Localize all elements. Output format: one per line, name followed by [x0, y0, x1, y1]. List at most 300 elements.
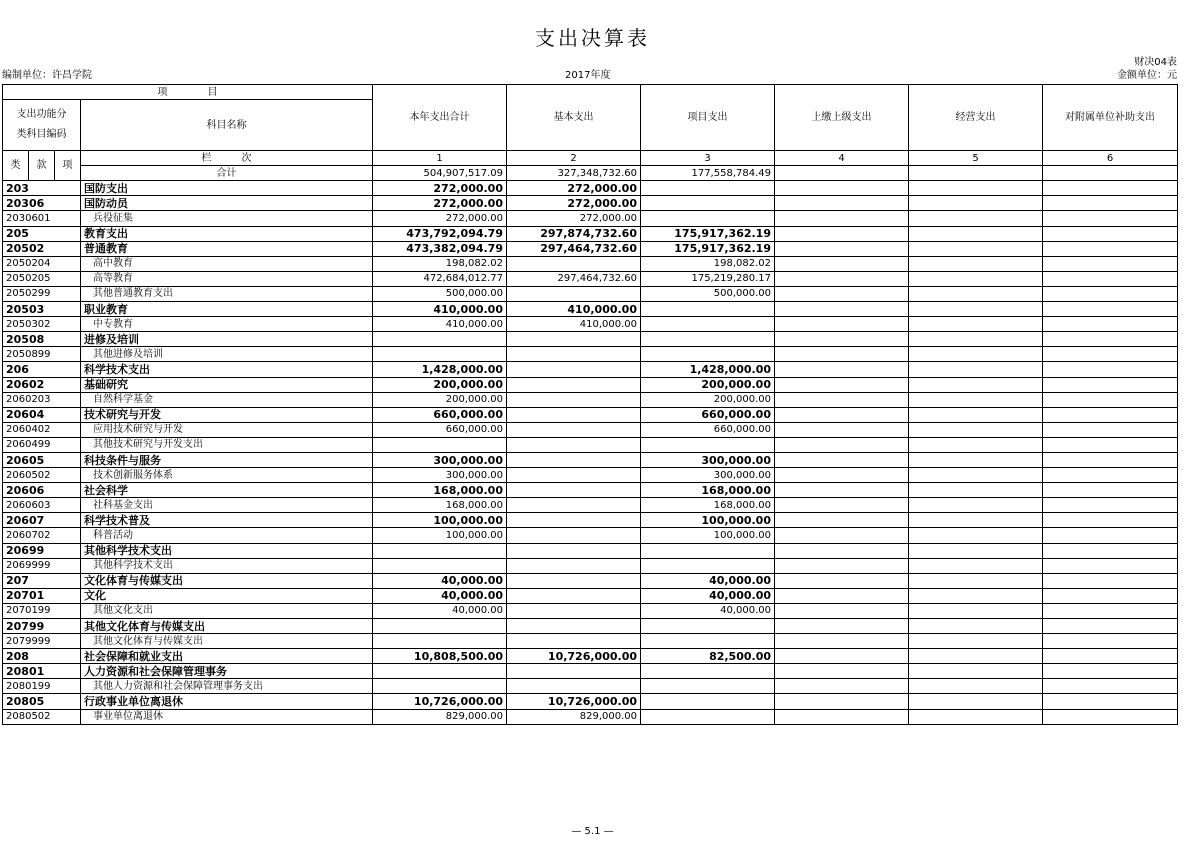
table-row: [3, 196, 1178, 211]
table-row: [3, 543, 1178, 558]
row-value: [507, 362, 641, 377]
row-value: [1043, 588, 1178, 603]
row-value: [1043, 196, 1178, 211]
row-value: [507, 603, 641, 618]
row-value: [775, 196, 909, 211]
row-name: 应用技术研究与开发: [81, 422, 373, 437]
row-value: 660,000.00: [641, 422, 775, 437]
row-code: 203: [3, 181, 81, 196]
column-number: 6: [1043, 151, 1178, 166]
row-value: 410,000.00: [373, 302, 507, 317]
row-name: 其他科学技术支出: [81, 543, 373, 558]
row-name: 其他文化体育与传媒支出: [81, 619, 373, 634]
row-value: 473,792,094.79: [373, 226, 507, 241]
table-row: [3, 679, 1178, 694]
row-value: [909, 694, 1043, 709]
row-value: [1043, 573, 1178, 588]
row-value: [909, 634, 1043, 649]
row-value: [775, 271, 909, 286]
row-value: [775, 679, 909, 694]
table-row: [3, 573, 1178, 588]
row-value: [641, 543, 775, 558]
row-value: [507, 543, 641, 558]
row-value: [909, 181, 1043, 196]
row-value: [909, 362, 1043, 377]
row-name: 基础研究: [81, 377, 373, 392]
row-value: [641, 347, 775, 362]
row-value: [909, 468, 1043, 483]
row-value: [775, 407, 909, 422]
row-value: [775, 392, 909, 407]
table-row: [3, 302, 1178, 317]
table-row: [3, 634, 1178, 649]
row-value: [909, 226, 1043, 241]
row-value: [507, 513, 641, 528]
row-value: [641, 634, 775, 649]
row-value: [1043, 513, 1178, 528]
reporting-unit: 编制单位：许昌学院: [2, 70, 92, 81]
row-value: 660,000.00: [373, 407, 507, 422]
row-value: 200,000.00: [641, 392, 775, 407]
row-value: [775, 619, 909, 634]
row-value: [775, 709, 909, 724]
table-row: [3, 362, 1178, 377]
row-value: [373, 634, 507, 649]
row-value: [909, 558, 1043, 573]
row-value: 272,000.00: [373, 196, 507, 211]
row-value: [1043, 603, 1178, 618]
row-value: [1043, 211, 1178, 226]
row-value: [1043, 407, 1178, 422]
row-value: [1043, 271, 1178, 286]
row-value: 660,000.00: [641, 407, 775, 422]
row-value: [909, 196, 1043, 211]
row-code: 2050299: [3, 286, 81, 301]
row-value: 473,382,094.79: [373, 241, 507, 256]
row-value: 297,464,732.60: [507, 241, 641, 256]
row-value: [641, 317, 775, 332]
table-row: [3, 241, 1178, 256]
row-value: [775, 558, 909, 573]
table-row: [3, 513, 1178, 528]
row-value: [1043, 528, 1178, 543]
row-value: [507, 377, 641, 392]
row-value: [775, 211, 909, 226]
row-value: [507, 347, 641, 362]
column-number: 2: [507, 151, 641, 166]
table-row: [3, 664, 1178, 679]
row-code: 2050302: [3, 317, 81, 332]
row-value: [775, 528, 909, 543]
row-value: 100,000.00: [641, 528, 775, 543]
row-code: 2060702: [3, 528, 81, 543]
row-value: [1043, 422, 1178, 437]
row-code: 2079999: [3, 634, 81, 649]
table-row: [3, 377, 1178, 392]
meta-row: [2, 66, 1177, 80]
row-value: 198,082.02: [373, 256, 507, 271]
row-code: 2080199: [3, 679, 81, 694]
header-code-bottom: 类科目编码: [16, 129, 67, 141]
row-value: [909, 679, 1043, 694]
row-value: 200,000.00: [373, 377, 507, 392]
table-row: [3, 558, 1178, 573]
row-value: [775, 317, 909, 332]
row-value: 168,000.00: [373, 498, 507, 513]
table-row: [3, 392, 1178, 407]
total-value: 327,348,732.60: [507, 166, 641, 181]
row-name: 其他人力资源和社会保障管理事务支出: [81, 679, 373, 694]
row-value: [507, 573, 641, 588]
row-value: [507, 256, 641, 271]
row-value: [1043, 286, 1178, 301]
row-code: 20508: [3, 332, 81, 347]
row-code: 207: [3, 573, 81, 588]
row-code: 208: [3, 649, 81, 664]
column-header: 项目支出: [641, 85, 775, 151]
row-name: 自然科学基金: [81, 392, 373, 407]
row-value: 500,000.00: [641, 286, 775, 301]
row-value: [641, 664, 775, 679]
column-header: 本年支出合计: [373, 85, 507, 151]
header-name: 科目名称: [81, 100, 373, 151]
row-value: 40,000.00: [641, 573, 775, 588]
row-name: 国防动员: [81, 196, 373, 211]
row-value: [507, 422, 641, 437]
row-value: [775, 543, 909, 558]
table-row: [3, 709, 1178, 724]
row-value: [909, 483, 1043, 498]
header-row-1: [3, 85, 1178, 100]
row-value: 272,000.00: [507, 196, 641, 211]
row-value: [507, 679, 641, 694]
column-number: 1: [373, 151, 507, 166]
row-value: [775, 437, 909, 452]
row-value: [775, 241, 909, 256]
row-code: 2060499: [3, 437, 81, 452]
row-code: 2050205: [3, 271, 81, 286]
row-code: 2080502: [3, 709, 81, 724]
row-value: [909, 649, 1043, 664]
row-value: [507, 664, 641, 679]
row-value: 660,000.00: [373, 422, 507, 437]
row-value: [1043, 256, 1178, 271]
row-name: 高中教育: [81, 256, 373, 271]
row-value: [1043, 709, 1178, 724]
row-value: [1043, 543, 1178, 558]
row-code: 20503: [3, 302, 81, 317]
row-name: 科学技术普及: [81, 513, 373, 528]
column-header: 上缴上级支出: [775, 85, 909, 151]
row-value: [909, 422, 1043, 437]
row-value: 175,917,362.19: [641, 226, 775, 241]
row-value: [775, 302, 909, 317]
row-code: 2060203: [3, 392, 81, 407]
row-code: 20605: [3, 452, 81, 467]
row-value: [775, 588, 909, 603]
row-value: [641, 302, 775, 317]
row-value: [641, 181, 775, 196]
row-value: [775, 452, 909, 467]
row-value: 10,726,000.00: [507, 694, 641, 709]
row-value: 472,684,012.77: [373, 271, 507, 286]
row-code: 2050204: [3, 256, 81, 271]
row-code: 20607: [3, 513, 81, 528]
row-value: [507, 407, 641, 422]
row-value: 272,000.00: [507, 211, 641, 226]
row-value: [373, 437, 507, 452]
row-value: 410,000.00: [373, 317, 507, 332]
row-value: [1043, 634, 1178, 649]
row-value: [641, 437, 775, 452]
row-value: 300,000.00: [373, 468, 507, 483]
total-value: [909, 166, 1043, 181]
row-value: [1043, 317, 1178, 332]
row-value: [775, 483, 909, 498]
row-value: 198,082.02: [641, 256, 775, 271]
row-value: [507, 437, 641, 452]
table-row: [3, 483, 1178, 498]
row-value: 410,000.00: [507, 317, 641, 332]
row-value: 168,000.00: [641, 498, 775, 513]
row-code: 206: [3, 362, 81, 377]
table-row: [3, 347, 1178, 362]
row-code: 2060502: [3, 468, 81, 483]
row-name: 其他技术研究与开发支出: [81, 437, 373, 452]
row-value: 297,874,732.60: [507, 226, 641, 241]
row-name: 国防支出: [81, 181, 373, 196]
table-row: [3, 317, 1178, 332]
table-row: [3, 181, 1178, 196]
column-number: 3: [641, 151, 775, 166]
row-value: [775, 256, 909, 271]
row-value: [1043, 302, 1178, 317]
row-value: 272,000.00: [373, 211, 507, 226]
row-value: [641, 196, 775, 211]
table-row: [3, 619, 1178, 634]
row-value: [909, 498, 1043, 513]
row-value: 300,000.00: [373, 452, 507, 467]
row-value: [1043, 347, 1178, 362]
row-name: 科普活动: [81, 528, 373, 543]
table-row: [3, 528, 1178, 543]
fiscal-year: 2017年度: [565, 70, 611, 81]
row-name: 中专教育: [81, 317, 373, 332]
row-value: [1043, 498, 1178, 513]
row-name: 科技条件与服务: [81, 452, 373, 467]
row-code: 20602: [3, 377, 81, 392]
row-name: 其他文化体育与传媒支出: [81, 634, 373, 649]
row-value: 40,000.00: [373, 603, 507, 618]
row-value: [775, 181, 909, 196]
row-name: 其他进修及培训: [81, 347, 373, 362]
row-value: 297,464,732.60: [507, 271, 641, 286]
row-value: [1043, 649, 1178, 664]
row-code: 20306: [3, 196, 81, 211]
row-name: 普通教育: [81, 241, 373, 256]
row-name: 其他科学技术支出: [81, 558, 373, 573]
row-value: [1043, 619, 1178, 634]
table-row: [3, 452, 1178, 467]
row-value: [909, 407, 1043, 422]
table-row: [3, 407, 1178, 422]
row-value: [909, 317, 1043, 332]
row-value: [909, 619, 1043, 634]
row-value: [1043, 437, 1178, 452]
table-row: [3, 649, 1178, 664]
row-value: 40,000.00: [373, 588, 507, 603]
row-value: [507, 483, 641, 498]
row-value: [1043, 694, 1178, 709]
row-value: [775, 664, 909, 679]
row-value: [1043, 452, 1178, 467]
row-name: 行政事业单位离退休: [81, 694, 373, 709]
row-code: 20606: [3, 483, 81, 498]
row-code: 2060603: [3, 498, 81, 513]
row-value: 200,000.00: [373, 392, 507, 407]
row-name: 社会科学: [81, 483, 373, 498]
row-value: [909, 392, 1043, 407]
row-value: [641, 619, 775, 634]
row-name: 文化: [81, 588, 373, 603]
row-value: 272,000.00: [507, 181, 641, 196]
row-value: 829,000.00: [507, 709, 641, 724]
row-value: 40,000.00: [641, 588, 775, 603]
row-value: 10,726,000.00: [373, 694, 507, 709]
header-lan-ci: 栏 次: [81, 151, 373, 166]
table-row: [3, 694, 1178, 709]
row-value: [641, 694, 775, 709]
row-value: [373, 679, 507, 694]
row-value: [1043, 226, 1178, 241]
row-value: [1043, 558, 1178, 573]
row-name: 其他文化支出: [81, 603, 373, 618]
row-name: 其他普通教育支出: [81, 286, 373, 301]
row-value: 300,000.00: [641, 468, 775, 483]
row-name: 职业教育: [81, 302, 373, 317]
row-value: [909, 664, 1043, 679]
form-number: 财决04表: [1134, 57, 1177, 68]
row-value: [1043, 679, 1178, 694]
table-row: [3, 271, 1178, 286]
row-value: [775, 422, 909, 437]
row-value: [1043, 483, 1178, 498]
row-code: 20701: [3, 588, 81, 603]
row-value: [909, 528, 1043, 543]
row-value: [373, 558, 507, 573]
row-value: [775, 573, 909, 588]
column-header: 经营支出: [909, 85, 1043, 151]
row-value: [775, 377, 909, 392]
row-value: [775, 694, 909, 709]
row-name: 文化体育与传媒支出: [81, 573, 373, 588]
header-lei: 类: [3, 151, 29, 181]
row-value: [909, 347, 1043, 362]
row-value: [641, 558, 775, 573]
row-value: 10,726,000.00: [507, 649, 641, 664]
row-value: [373, 543, 507, 558]
row-value: 1,428,000.00: [373, 362, 507, 377]
row-code: 2030601: [3, 211, 81, 226]
row-name: 教育支出: [81, 226, 373, 241]
row-value: [909, 271, 1043, 286]
row-value: [507, 468, 641, 483]
row-value: [909, 241, 1043, 256]
row-value: [507, 452, 641, 467]
row-value: [1043, 241, 1178, 256]
page-title: 支出决算表: [535, 26, 650, 50]
row-value: [909, 211, 1043, 226]
row-code: 20799: [3, 619, 81, 634]
table-row: [3, 437, 1178, 452]
row-value: [775, 286, 909, 301]
row-value: [373, 619, 507, 634]
row-value: [775, 347, 909, 362]
table-row: [3, 498, 1178, 513]
row-value: 500,000.00: [373, 286, 507, 301]
row-code: 20502: [3, 241, 81, 256]
row-value: [909, 513, 1043, 528]
row-value: [775, 498, 909, 513]
row-value: [909, 377, 1043, 392]
row-value: 10,808,500.00: [373, 649, 507, 664]
row-name: 科学技术支出: [81, 362, 373, 377]
header-item: 项 目: [3, 85, 373, 100]
row-value: [909, 573, 1043, 588]
total-row: [3, 166, 1178, 181]
row-value: [775, 634, 909, 649]
row-value: 40,000.00: [641, 603, 775, 618]
row-name: 事业单位离退休: [81, 709, 373, 724]
row-name: 技术创新服务体系: [81, 468, 373, 483]
table-row: [3, 332, 1178, 347]
row-value: [909, 543, 1043, 558]
row-value: [1043, 377, 1178, 392]
row-name: 进修及培训: [81, 332, 373, 347]
row-value: [909, 286, 1043, 301]
row-code: 20604: [3, 407, 81, 422]
header-code-top: 支出功能分: [16, 109, 67, 121]
table-row: [3, 211, 1178, 226]
row-value: [775, 362, 909, 377]
row-value: [1043, 468, 1178, 483]
row-code: 2050899: [3, 347, 81, 362]
row-value: [507, 588, 641, 603]
row-name: 社科基金支出: [81, 498, 373, 513]
header-row-3: [3, 151, 1178, 166]
money-unit: 金额单位：元: [1117, 70, 1177, 81]
row-code: 20699: [3, 543, 81, 558]
row-value: [775, 603, 909, 618]
row-value: 100,000.00: [373, 528, 507, 543]
column-header: 对附属单位补助支出: [1043, 85, 1178, 151]
row-value: 829,000.00: [373, 709, 507, 724]
row-name: 兵役征集: [81, 211, 373, 226]
total-value: [1043, 166, 1178, 181]
row-value: [1043, 664, 1178, 679]
row-value: 82,500.00: [641, 649, 775, 664]
row-value: [775, 226, 909, 241]
row-value: [775, 513, 909, 528]
total-value: 177,558,784.49: [641, 166, 775, 181]
table-row: [3, 603, 1178, 618]
column-header: 基本支出: [507, 85, 641, 151]
header-code: [3, 100, 81, 151]
row-code: 2060402: [3, 422, 81, 437]
total-value: [775, 166, 909, 181]
row-value: [909, 588, 1043, 603]
row-value: [909, 256, 1043, 271]
